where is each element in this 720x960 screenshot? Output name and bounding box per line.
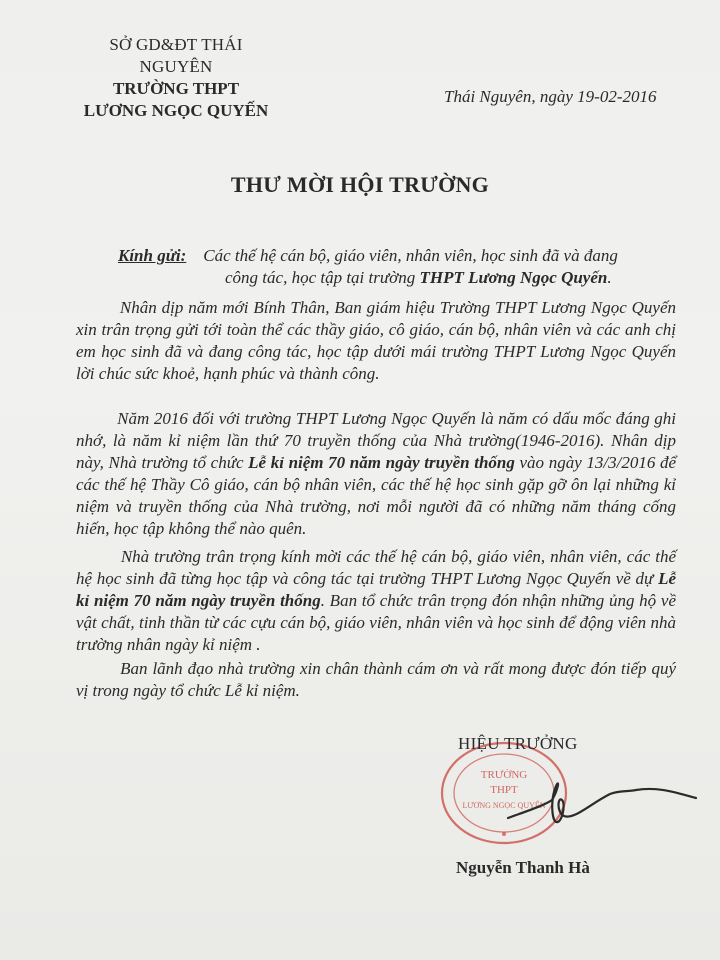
greeting-block [118, 245, 678, 289]
letter-title: THƯ MỜI HỘI TRƯỜNG [230, 172, 490, 197]
seal-text-2: THPT [490, 784, 518, 796]
paragraph-3-pre: Nhà trường trân trọng kính mời các thế hệ cán bộ, giáo viên, nhân viên, các thế hệ học sinh đã từng học tập và công tác tại trường THPT Lương Ngọc Quyến về dự [76, 547, 677, 588]
event-name-bold: Lễ kỉ niệm 70 năm ngày truyền thống [248, 453, 515, 472]
greeting-school-name: THPT Lương Ngọc Quyến [419, 268, 608, 287]
paragraph-anniversary [76, 408, 676, 540]
paragraph-4-text: Ban lãnh đạo nhà trường xin chân thành cám ơn và rất mong được đón tiếp quý vị trong ngày tổ chức Lễ kỉ niệm. [76, 659, 677, 700]
paragraph-invitation [76, 546, 676, 656]
greeting-label: Kính gửi: [118, 246, 187, 265]
handwritten-signature [500, 760, 700, 840]
paragraph-2a-text: Năm 2016 đối với trường THPT Lương Ngọc Quyến là năm có dấu mốc đáng ghi nhớ, là năm kỉ niệm lần thứ 70 truyền thống của Nhà trường(1946-2016). [76, 409, 676, 450]
school-name-line1: TRƯỜNG THPT [112, 79, 240, 98]
seal-text-3: LƯƠNG NGỌC QUYẾN [462, 801, 546, 810]
paragraph-greeting [76, 297, 676, 385]
greeting-line2-pre: công tác, học tập tại trường [225, 268, 420, 287]
paragraph-thanks [76, 658, 676, 702]
issuing-organization [76, 34, 276, 122]
greeting-line2-post: . [607, 268, 612, 287]
paragraph-3-post: . Ban tổ chức trân trọng đón nhận những ủng hộ về vật chất, tinh thần từ các cựu cán bộ, giáo viên, nhân viên và học sinh để động viên nhà trường nhân ngày kỉ niệm . [76, 591, 676, 654]
paragraph-2b-post: vào ngày 13/3/2016 để các thế hệ Thầy Cô giáo, cán bộ nhân viên, các thế hệ học sinh gặp gỡ ôn lại những kỉ niệm và truyền thống của Nhà trường, nơi mỗi người đã có những năm tháng cống hiến, học tập không thể nào quên. [76, 453, 677, 538]
seal-text-1: TRƯỜNG [480, 769, 528, 781]
signer-name: Nguyễn Thanh Hà [456, 858, 590, 877]
paragraph-2b-pre: Nhân dịp này, Nhà trường tổ chức [76, 431, 677, 472]
school-name-line2: LƯƠNG NGỌC QUYẾN [83, 101, 269, 120]
signature-title: HIỆU TRƯỞNG [458, 734, 578, 753]
department-name: SỞ GD&ĐT THÁI NGUYÊN [109, 35, 243, 76]
letter-date: Thái Nguyên, ngày 19-02-2016 [444, 87, 657, 106]
greeting-line1: Các thế hệ cán bộ, giáo viên, nhân viên, học sinh đã và đang [203, 246, 618, 265]
paragraph-1-text: Nhân dịp năm mới Bính Thân, Ban giám hiệu Trường THPT Lương Ngọc Quyến xin trân trọng gửi tới toàn thể các thầy giáo, cô giáo, cán bộ, nhân viên và các anh chị em học sinh đã và đang công tác, học tập dưới mái trường THPT Lương Ngọc Quyến lời chúc sức khoẻ, hạnh phúc và thành công. [76, 298, 677, 383]
event-name-bold-2: Lễ kỉ niệm 70 năm ngày truyền thống [76, 569, 676, 610]
